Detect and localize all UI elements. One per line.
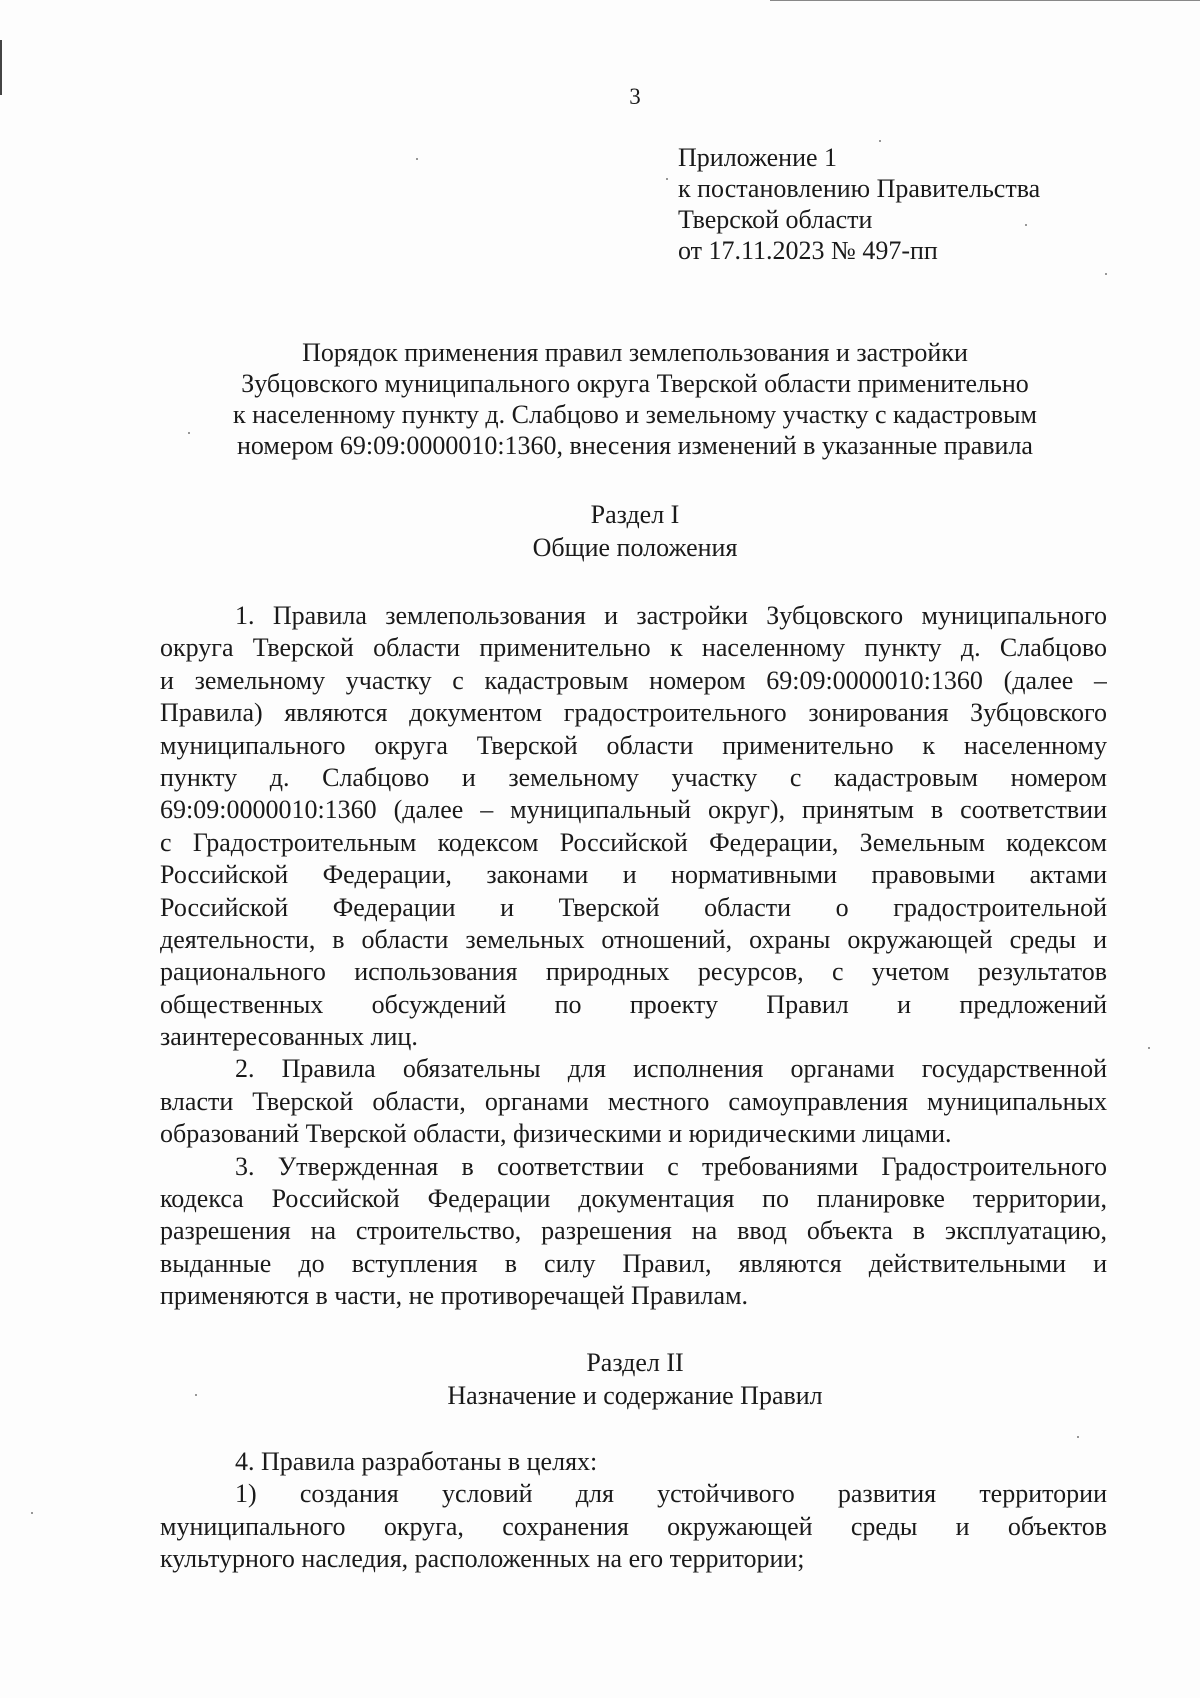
paragraph-line: 2. Правила обязательны для исполнения органами государственной bbox=[235, 1054, 1107, 1084]
section-1-body bbox=[160, 600, 1107, 1313]
paragraph-line: Российской Федерации, законами и нормативными правовыми актами bbox=[160, 860, 1107, 890]
appendix-line: от 17.11.2023 № 497-пп bbox=[678, 236, 938, 265]
section-name: Назначение и содержание Правил bbox=[447, 1381, 823, 1410]
paragraph-line: 1. Правила землепользования и застройки Зубцовского муниципального bbox=[235, 601, 1107, 630]
paragraph-line: муниципального округа Тверской области применительно к населенному bbox=[160, 730, 1107, 760]
paragraph-line: пункту д. Слабцово и земельному участку с кадастровым номером bbox=[160, 762, 1107, 792]
scan-speck bbox=[1105, 273, 1107, 275]
paragraph-line: применяются в части, не противоречащей Правилам. bbox=[160, 1281, 749, 1311]
scan-speck bbox=[31, 1512, 33, 1514]
appendix-line: Приложение 1 bbox=[678, 143, 838, 172]
document-title bbox=[160, 337, 1110, 461]
paragraph-line: 1) создания условий для устойчивого развития территории bbox=[235, 1479, 1107, 1509]
paragraph-line: Российской Федерации и Тверской области о градостроительной bbox=[160, 892, 1107, 922]
section-heading-1 bbox=[160, 498, 1110, 564]
appendix-line: Тверской области bbox=[678, 205, 873, 234]
paragraph-line: 4. Правила разработаны в целях: bbox=[235, 1447, 598, 1476]
paragraph-line: выданные до вступления в силу Правил, являются действительными и bbox=[160, 1248, 1107, 1278]
paragraph-line: деятельности, в области земельных отношений, охраны окружающей среды и bbox=[160, 924, 1107, 954]
title-line: Порядок применения правил землепользования и застройки bbox=[302, 338, 968, 367]
scan-speck bbox=[666, 178, 668, 180]
scan-speck bbox=[416, 158, 418, 160]
paragraph-line: с Градостроительным кодексом Российской Федерации, Земельным кодексом bbox=[160, 827, 1107, 857]
paragraph-line: общественных обсуждений по проекту Правил и предложений bbox=[160, 989, 1107, 1019]
section-heading-2 bbox=[160, 1346, 1110, 1412]
paragraph-line: образований Тверской области, физическими и юридическими лицами. bbox=[160, 1119, 952, 1149]
paragraph-line: кодекса Российской Федерации документация по планировке территории, bbox=[160, 1184, 1107, 1214]
paragraph-line: округа Тверской области применительно к населенному пункту д. Слабцово bbox=[160, 633, 1107, 663]
paragraph-line: заинтересованных лиц. bbox=[160, 1022, 418, 1052]
paragraph-line: разрешения на строительство, разрешения на ввод объекта в эксплуатацию, bbox=[160, 1216, 1107, 1246]
paragraph-line: Правила) являются документом градостроительного зонирования Зубцовского bbox=[160, 698, 1107, 728]
paragraph-line: рационального использования природных ресурсов, с учетом результатов bbox=[160, 957, 1107, 987]
scan-speck bbox=[1077, 1436, 1079, 1438]
paragraph-line: культурного наследия, расположенных на его территории; bbox=[160, 1544, 805, 1574]
appendix-block bbox=[678, 142, 1040, 266]
section-name: Общие положения bbox=[532, 533, 738, 562]
title-line: номером 69:09:0000010:1360, внесения изменений в указанные правила bbox=[237, 431, 1033, 460]
title-line: Зубцовского муниципального округа Тверской области применительно bbox=[241, 369, 1029, 398]
scan-speck bbox=[1148, 1047, 1150, 1049]
paragraph-line: 3. Утвержденная в соответствии с требованиями Градостроительного bbox=[235, 1151, 1107, 1181]
paragraph-line: 69:09:0000010:1360 (далее – муниципальный округ), принятым в соответствии bbox=[160, 795, 1107, 825]
page-number: 3 bbox=[629, 84, 641, 109]
section-2-body bbox=[160, 1446, 1107, 1576]
scan-edge-mark bbox=[770, 0, 1200, 1]
section-label: Раздел I bbox=[590, 500, 680, 529]
appendix-line: к постановлению Правительства bbox=[678, 174, 1041, 203]
title-line: к населенному пункту д. Слабцово и земельному участку с кадастровым bbox=[233, 400, 1037, 429]
section-label: Раздел II bbox=[586, 1348, 684, 1377]
paragraph-line: и земельному участку с кадастровым номером 69:09:0000010:1360 (далее – bbox=[160, 665, 1107, 695]
paragraph-line: власти Тверской области, органами местного самоуправления муниципальных bbox=[160, 1086, 1107, 1116]
paragraph-line: муниципального округа, сохранения окружающей среды и объектов bbox=[160, 1511, 1107, 1541]
